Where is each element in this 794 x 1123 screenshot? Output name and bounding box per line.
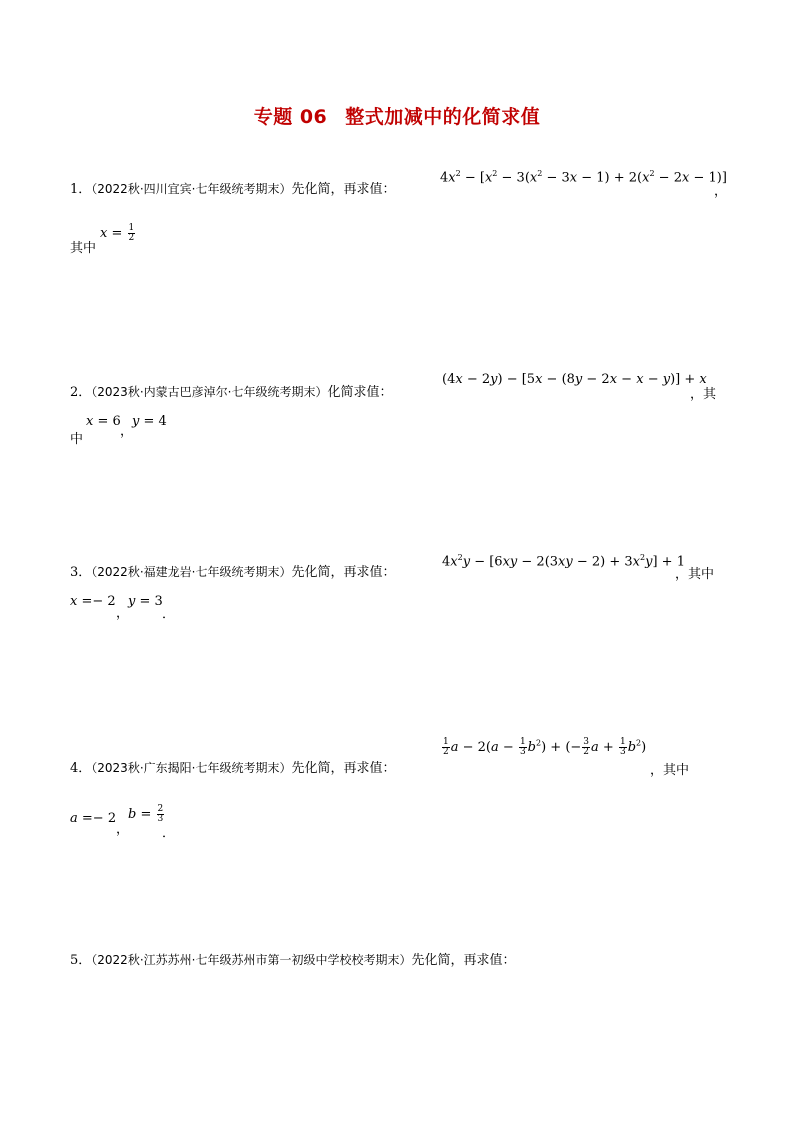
expression-1: $4x^2 - [x^2 - 3(x^2 - 3x - 1) + 2(x^2 - 2x - 1)]$ [440,169,727,186]
question-tail: ， [714,184,728,199]
question-5 [70,951,515,970]
question-4 [70,759,395,778]
question-number: 2． [70,385,92,400]
question-instruction: 先化简，再求值： [411,953,516,968]
question-tail: ，其中 [650,763,690,778]
expression-4: $\frac{1}{2}$ a − 2(a − $\frac{1}{3}$ $b^2$) + (− $\frac{3}{2}$ a + $\frac{1}{3}$ $b^2$) [443,737,647,757]
question-source: （2022秋·福建龙岩·七年级统考期末） [91,565,292,579]
page-title [0,102,794,129]
question-number: 5． [70,953,92,968]
expression-2: (4x − 2y) − [5x − (8y − 2x − x − y)] + x [442,372,707,387]
question-number: 4． [70,761,92,776]
condition-label: 其中 [70,241,97,256]
question-2 [70,383,392,402]
condition-1: x = $\frac{1}{2}$ [100,223,135,243]
question-tail: ，其 [690,387,717,402]
condition-end: ． [162,826,176,841]
question-source: （2022秋·四川宜宾·七年级统考期末） [91,182,292,196]
question-instruction: 先化简，再求值： [291,761,396,776]
question-instruction: 先化简，再求值： [291,182,396,197]
question-1 [70,180,395,199]
question-3 [70,563,395,582]
condition-4b: b = $\frac{2}{3}$ [128,804,164,824]
question-source: （2022秋·江苏苏州·七年级苏州市第一初级中学校校考期末） [91,953,412,967]
title-text: 整式加减中的化简求值 [345,106,541,128]
condition-label: 中 [70,432,84,447]
question-tail: ，其中 [675,567,715,582]
question-instruction: 化简求值： [327,385,393,400]
question-source: （2023秋·广东揭阳·七年级统考期末） [91,761,292,775]
condition-2: x = 6 [86,414,121,429]
question-instruction: 先化简，再求值： [291,565,396,580]
title-number: 专题 06 [253,106,328,128]
question-number: 3． [70,565,92,580]
condition-separator: ， [120,424,134,439]
condition-separator: ， [116,606,130,621]
condition-separator: ， [116,822,130,837]
question-number: 1． [70,182,92,197]
condition-3b: y = 3 [128,594,163,609]
question-source: （2023秋·内蒙古巴彦淖尔·七年级统考期末） [91,385,328,399]
condition-2b: y = 4 [132,414,167,429]
condition-end: ． [162,607,176,622]
condition-4: a =− 2 [70,811,117,826]
expression-3: $4x^2y - [6xy - 2(3xy - 2) + 3x^2y] + 1$ [442,553,685,570]
condition-3: x =− 2 [70,594,116,609]
